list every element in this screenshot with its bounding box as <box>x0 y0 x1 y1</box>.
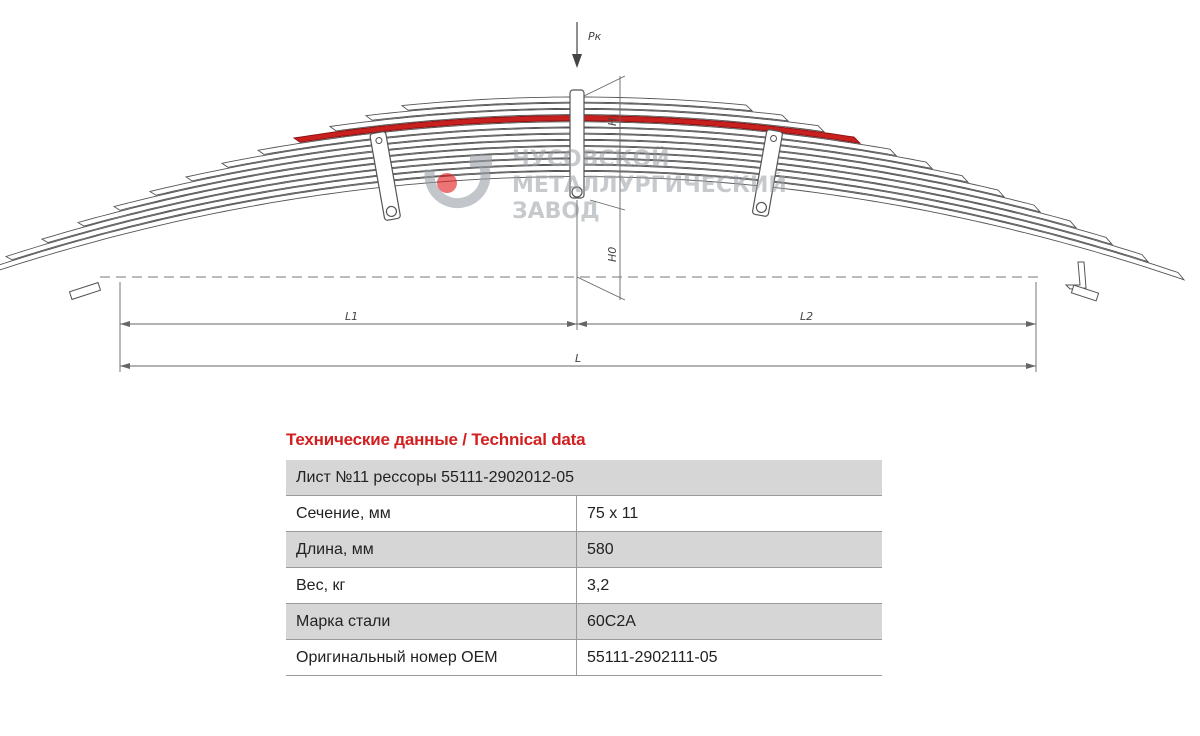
watermark-line-1: ЧУСОВСКОЙ <box>512 147 670 172</box>
table-row <box>286 568 882 604</box>
tech-data-table <box>286 460 882 676</box>
row-label: Вес, кг <box>286 568 577 604</box>
row-value: 60С2А <box>577 604 883 640</box>
row-label: Оригинальный номер OEM <box>286 640 577 676</box>
watermark-line-2: МЕТАЛЛУРГИЧЕСКИЙ <box>512 173 787 198</box>
load-arrow <box>572 22 582 68</box>
dim-l-label: L <box>575 352 582 365</box>
dim-l2-label: L2 <box>800 310 814 323</box>
dim-h0-label: H0 <box>606 246 619 262</box>
row-value: 75 х 11 <box>577 496 883 532</box>
tech-data-title: Технические данные / Technical data <box>286 430 586 449</box>
table-row <box>286 640 882 676</box>
table-header-cell: Лист №11 рессоры 55111-2902012-05 <box>286 460 882 496</box>
watermark-line-3: ЗАВОД <box>512 199 600 224</box>
dim-h-label: H <box>606 117 619 126</box>
row-label: Сечение, мм <box>286 496 577 532</box>
table-row <box>286 496 882 532</box>
row-label: Длина, мм <box>286 532 577 568</box>
row-value: 3,2 <box>577 568 883 604</box>
dim-l1-label: L1 <box>345 310 359 323</box>
row-value: 55111-2902111-05 <box>577 640 883 676</box>
table-row <box>286 532 882 568</box>
table-row <box>286 604 882 640</box>
right-eye-end <box>1066 262 1099 301</box>
row-value: 580 <box>577 532 883 568</box>
table-header-row <box>286 460 882 496</box>
row-label: Марка стали <box>286 604 577 640</box>
left-eye-end <box>69 283 100 300</box>
load-label: Pк <box>588 30 602 43</box>
